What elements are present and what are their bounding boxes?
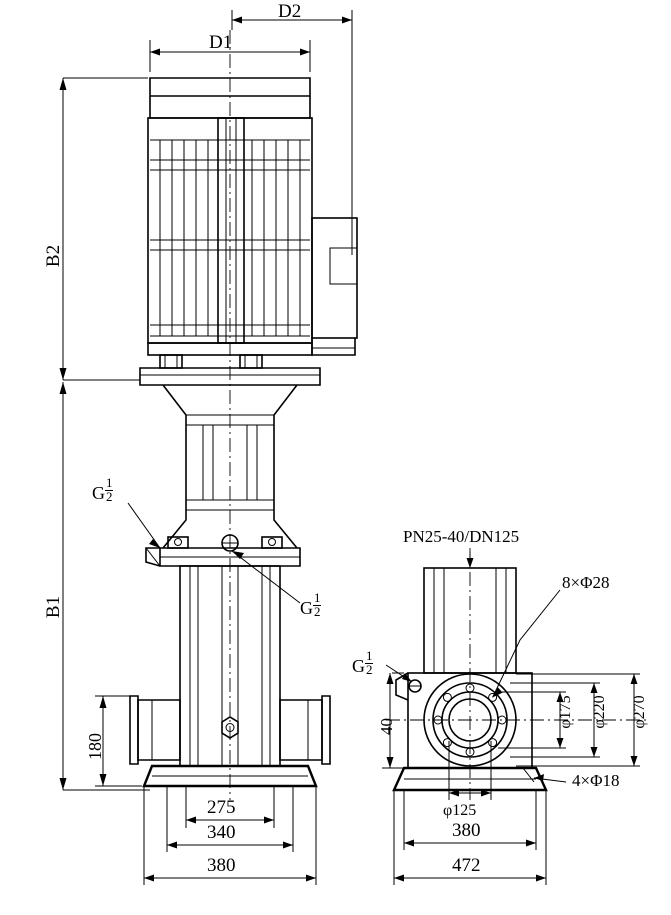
- g-letter-top: G: [92, 483, 105, 504]
- g-letter-mid: G: [300, 598, 313, 619]
- dimension-label-275: 275: [207, 797, 236, 818]
- g-den-right: 2: [366, 661, 373, 677]
- label-g-half-top: [92, 477, 113, 504]
- dimension-label-472: 472: [452, 855, 481, 876]
- dimension-label-b2: B2: [43, 244, 64, 268]
- label-g-half-right: [352, 650, 373, 677]
- g-num-top: 1: [106, 475, 113, 490]
- dimension-label-380-right: 380: [452, 820, 481, 841]
- label-bolts-4: 4×Φ18: [572, 771, 620, 790]
- g-num-right: 1: [366, 648, 373, 663]
- dimension-label-d2: D2: [278, 1, 302, 22]
- dimension-label-phi125: φ125: [443, 802, 477, 819]
- dimension-label-380-left: 380: [207, 855, 236, 876]
- dimension-label-phi175: φ175: [557, 695, 574, 729]
- g-num-mid: 1: [314, 590, 321, 605]
- g-letter-right: G: [352, 656, 365, 677]
- g-den-mid: 2: [314, 603, 321, 619]
- dimension-label-b1: B1: [43, 595, 64, 619]
- label-bolts-8: 8×Φ28: [562, 573, 610, 592]
- label-flange-spec: PN25-40/DN125: [403, 527, 520, 546]
- label-g-half-mid: [300, 592, 321, 619]
- dimension-label-40: 40: [377, 718, 396, 735]
- dimension-label-180: 180: [85, 733, 105, 760]
- dimension-label-phi270: φ270: [631, 695, 648, 729]
- dimension-label-340: 340: [207, 822, 236, 843]
- dimension-label-phi220: φ220: [591, 695, 608, 729]
- dimension-label-d1: D1: [209, 32, 233, 53]
- g-den-top: 2: [106, 488, 113, 504]
